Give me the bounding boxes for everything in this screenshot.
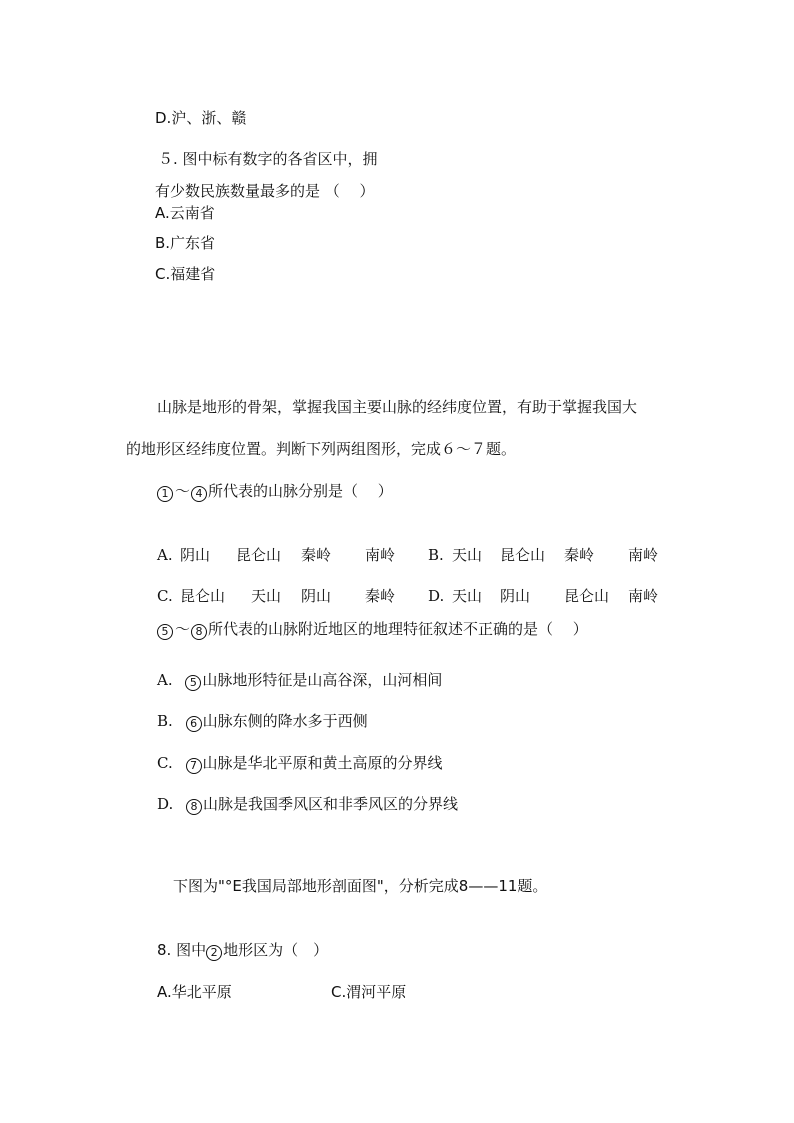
q8-options-row [0,982,794,1002]
q7-option-d-text: 山脉是我国季风区和非季风区的分界线 [203,795,459,813]
q6-option-a-letter: A. [157,546,173,564]
q6-option-c-item-3: 阴山 [301,587,332,605]
q7-stem [157,619,588,640]
circled-number: 6 [186,716,202,732]
q7-option-c [157,753,443,774]
circled-number-start: 5 [157,624,173,640]
q5-option-c [155,264,215,284]
q6-option-a-item-2: 昆仑山 [236,546,282,564]
q6-tilde: ～ [175,482,191,500]
q5-stem-line2-text: 有少数民族数量最多的是 （ ） [155,182,375,200]
mountains-passage-line2 [126,439,516,459]
q7-option-b-letter: B. [157,712,173,730]
q6-option-c-item-2: 天山 [251,587,282,605]
q5-option-c-text: C.福建省 [155,265,216,283]
q7-option-a-text: 山脉地形特征是山高谷深，山河相间 [202,671,443,689]
q6-stem-text: 所代表的山脉分别是（ ） [208,482,393,500]
profile-passage-text: 下图为"°E我国局部地形剖面图"，分析完成8——11题。 [173,877,548,895]
circled-number-end: 8 [191,624,207,640]
q6-option-b-item-2: 昆仑山 [500,546,546,564]
q6-option-c-item-4: 秦岭 [365,587,396,605]
mountains-passage-line2-text: 的地形区经纬度位置。判断下列两组图形，完成６～７题。 [126,440,517,458]
q6-option-d-item-1: 天山 [452,587,483,605]
q7-option-c-letter: C. [157,754,173,772]
q7-option-c-text: 山脉是华北平原和黄土高原的分界线 [202,754,443,772]
q6-option-b-item-3: 秦岭 [564,546,595,564]
q5-stem-line1 [158,149,378,169]
q5-stem-line1-text: ５. 图中标有数字的各省区中，拥 [158,150,378,168]
q8-stem [157,940,328,961]
q6-options-row-2 [0,586,794,606]
q6-option-c-item-1: 昆仑山 [180,587,226,605]
circled-number-end: 4 [191,486,207,502]
q7-option-a-letter: A. [157,671,173,689]
q6-stem [157,481,393,502]
q8-prefix: 8. 图中 [157,941,207,959]
q6-option-d-item-3: 昆仑山 [564,587,610,605]
q8-option-a: A.华北平原 [157,983,232,1001]
q5-stem-line2 [155,181,375,201]
q6-option-d-letter: D. [428,587,445,605]
q6-option-a-item-3: 秦岭 [301,546,332,564]
q7-option-d [157,794,458,815]
circled-number: 7 [186,758,202,774]
circled-number: 8 [186,799,202,815]
q5-option-a-text: A.云南省 [155,204,215,222]
circled-number-start: 1 [157,486,173,502]
q6-option-d-item-2: 阴山 [500,587,531,605]
circled-number: 2 [206,945,222,961]
q7-option-a [157,670,442,691]
q7-stem-text: 所代表的山脉附近地区的地理特征叙述不正确的是（ ） [208,620,588,638]
q5-option-b-text: B.广东省 [155,234,216,252]
q6-option-a-item-4: 南岭 [365,546,396,564]
circled-number: 5 [185,675,201,691]
q7-option-d-letter: D. [157,795,174,813]
q7-option-b-text: 山脉东侧的降水多于西侧 [202,712,368,730]
q5-option-b [155,233,215,253]
q6-option-a-item-1: 阴山 [180,546,211,564]
q6-options-row-1 [0,545,794,565]
q6-option-b-letter: B. [428,546,444,564]
q6-option-c-letter: C. [157,587,173,605]
q4-option-d [155,108,246,128]
mountains-passage-line1-text: 山脉是地形的骨架，掌握我国主要山脉的经纬度位置，有助于掌握我国大 [157,398,638,416]
q5-option-a [155,203,215,223]
q6-option-b-item-4: 南岭 [628,546,659,564]
q8-stem-text: 地形区为（ ） [223,941,329,959]
q8-option-c: C.渭河平原 [331,983,407,1001]
q6-option-d-item-4: 南岭 [628,587,659,605]
q7-tilde: ～ [175,620,191,638]
profile-passage [173,876,547,896]
mountains-passage-line1 [157,397,637,417]
q4-option-d-text: D.沪、浙、赣 [155,109,247,127]
q7-option-b [157,711,368,732]
q6-option-b-item-1: 天山 [452,546,483,564]
